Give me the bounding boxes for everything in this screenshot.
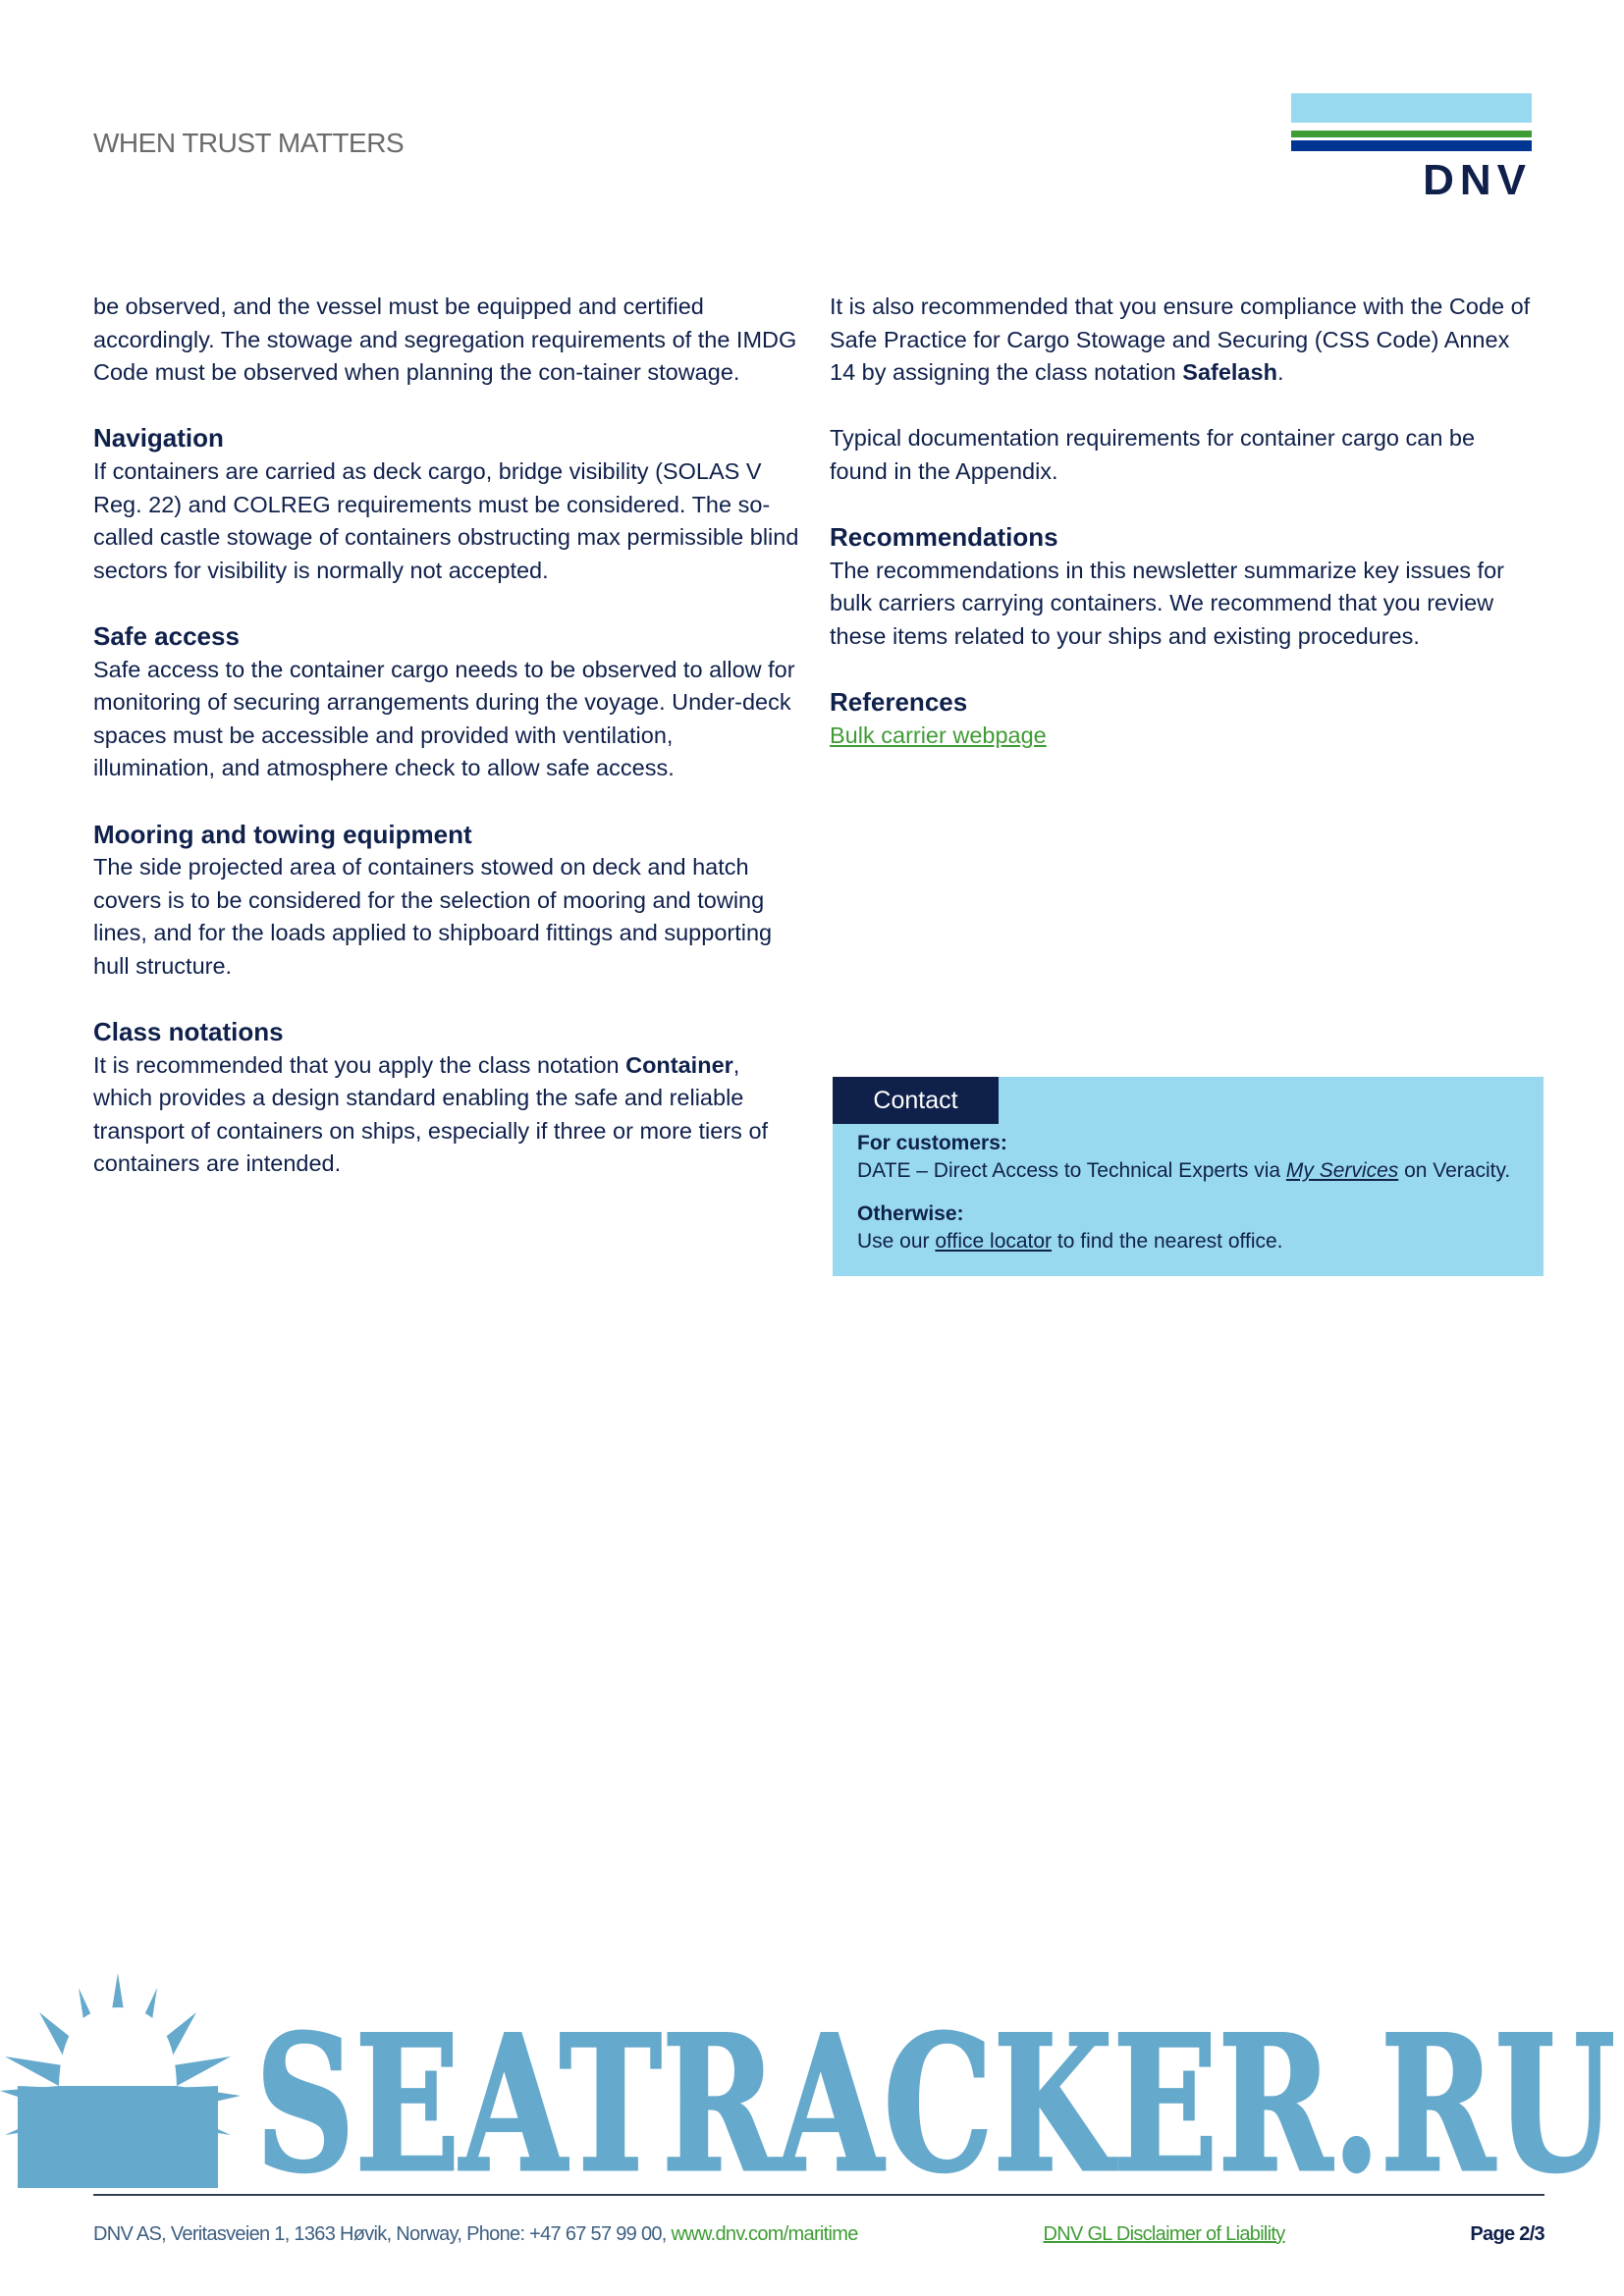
customers-label: For customers: — [857, 1132, 1007, 1154]
recommendations-text: The recommendations in this newsletter summarize key issues for bulk carriers carrying containers. We recommend that you review these items related to your ships and existing procedures. — [830, 557, 1504, 649]
text: DATE – Direct Access to Technical Experts via — [857, 1159, 1286, 1182]
logo-bar-green — [1291, 131, 1532, 137]
logo-bar-blue — [1291, 140, 1532, 151]
dnv-logo — [1291, 93, 1532, 202]
logo-text: DNV — [1423, 156, 1532, 204]
disclaimer-link[interactable]: DNV GL Disclaimer of Liability — [1043, 2223, 1285, 2245]
class-notations-text — [93, 1049, 800, 1181]
text: Use our — [857, 1230, 936, 1253]
text: It is also recommended that you ensure compliance with the Code of Safe Practice for Cargo Stowage and Securing (CSS Code) Annex 14 by assigning the class notation — [830, 294, 1531, 386]
text: . — [1276, 359, 1284, 386]
page-number: Page 2/3 — [1470, 2223, 1544, 2245]
bulk-carrier-webpage-link[interactable]: Bulk carrier webpage — [830, 721, 1047, 748]
mooring-heading: Mooring and towing equipment — [93, 819, 472, 849]
appendix-paragraph: Typical documentation requirements for container cargo can be found in the Appendix. — [830, 425, 1476, 484]
left-column — [93, 291, 800, 1214]
text: to find the nearest office. — [1052, 1230, 1283, 1253]
contact-box — [833, 1077, 1543, 1276]
otherwise-label: Otherwise: — [857, 1202, 964, 1225]
watermark-text: SEATRACKER.RU — [255, 1995, 1615, 2189]
text: It is recommended that you apply the class notation — [93, 1051, 626, 1078]
footer-address: DNV AS, Veritasveien 1, 1363 Høvik, Norway, Phone: +47 67 57 99 00, — [93, 2223, 672, 2245]
footer-divider — [93, 2194, 1544, 2196]
safelash-notation: Safelash — [1182, 359, 1277, 386]
recommendations-heading: Recommendations — [830, 522, 1058, 553]
class-notations-heading: Class notations — [93, 1017, 284, 1047]
sun-icon — [0, 1973, 241, 2188]
text: on Veracity. — [1398, 1159, 1511, 1182]
navigation-text: If containers are carried as deck cargo, bridge visibility (SOLAS V Reg. 22) and COLREG requirements must be considered. The so-called castle stowage of containers obstructing max permissible blind sectors for visibility is normally not accepted. — [93, 457, 799, 583]
intro-paragraph: be observed, and the vessel must be equipped and certified accordingly. The stowage and segregation requirements of the IMDG Code must be observed when planning the con-tainer stowage. — [93, 294, 797, 386]
safe-access-heading: Safe access — [93, 620, 240, 651]
right-column — [830, 291, 1537, 785]
customers-text — [857, 1157, 1535, 1185]
text: , which provides a design standard enabling the safe and reliable transport of containers on ships, especially if three or more tiers of containers are intended. — [93, 1051, 769, 1177]
safe-access-text: Safe access to the container cargo needs to be observed to allow for monitoring of securing arrangements during the voyage. Under-deck spaces must be accessible and provided with ventilation, illumination, and atmosphere check to allow safe access. — [93, 656, 795, 781]
css-code-paragraph — [830, 291, 1537, 390]
my-services-link[interactable]: My Services — [1285, 1159, 1399, 1182]
references-heading: References — [830, 687, 968, 718]
office-locator-link[interactable]: office locator — [935, 1230, 1053, 1253]
mooring-text: The side projected area of containers stowed on deck and hatch covers is to be considered for the selection of mooring and towing lines, and for the loads applied to shipboard fittings and supporting hull structure. — [93, 854, 773, 979]
footer-address-group — [93, 2220, 858, 2248]
otherwise-text — [857, 1228, 1535, 1255]
logo-bar-light-blue — [1291, 93, 1532, 123]
website-link[interactable]: www.dnv.com/maritime — [671, 2223, 858, 2245]
footer — [93, 2220, 1544, 2248]
navigation-heading: Navigation — [93, 423, 224, 454]
seatracker-watermark — [0, 1968, 1624, 2189]
container-notation: Container — [625, 1051, 733, 1078]
tagline: WHEN TRUST MATTERS — [93, 128, 405, 158]
contact-tab: Contact — [833, 1077, 999, 1124]
